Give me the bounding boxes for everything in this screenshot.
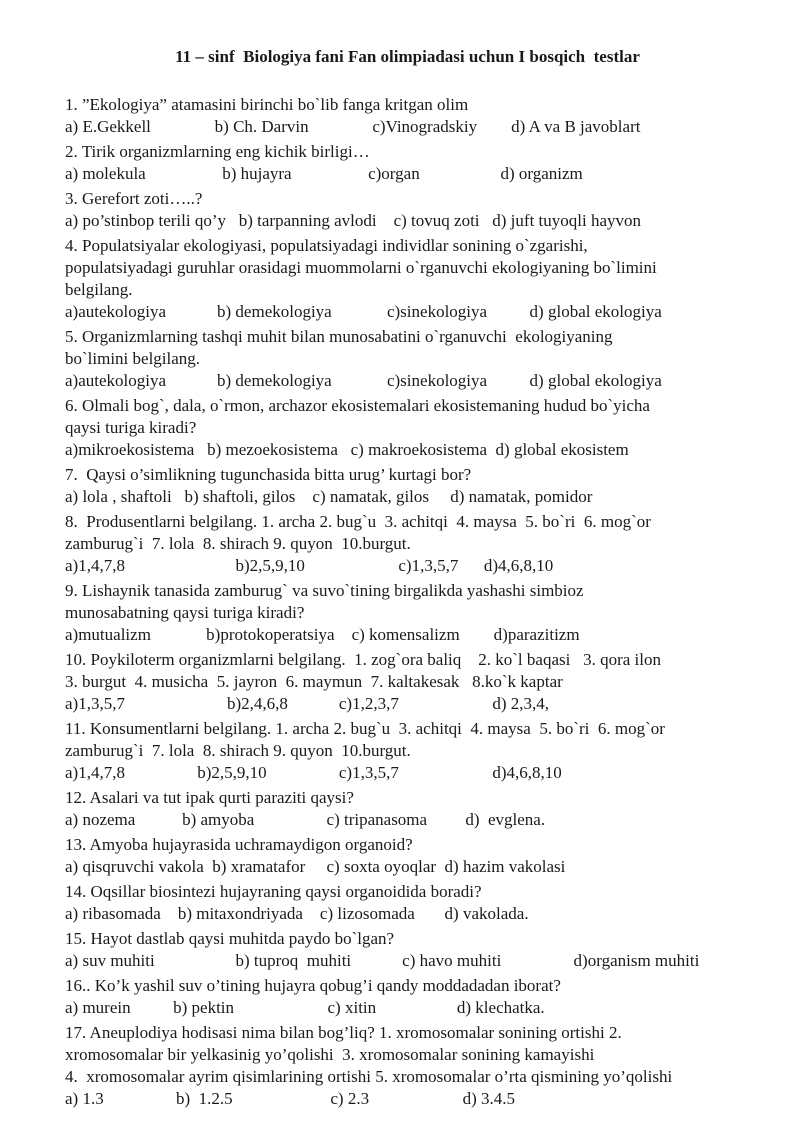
question-2-options-line: a) molekula b) hujayra c)organ d) organizm <box>65 164 583 183</box>
question-10 <box>65 649 760 715</box>
question-4-options-line: a)autekologiya b) demekologiya c)sinekologiya d) global ekologiya <box>65 302 662 321</box>
question-12 <box>65 787 760 831</box>
question-3-text-line-1: 3. Gerefort zoti…..? <box>65 189 203 208</box>
question-4-text-line-1: 4. Populatsiyalar ekologiyasi, populatsiyadagi individlar sonining o`zgarishi, <box>65 236 588 255</box>
question-12-text-line-1: 12. Asalari va tut ipak qurti paraziti qaysi? <box>65 788 354 807</box>
question-11-options-line: a)1,4,7,8 b)2,5,9,10 c)1,3,5,7 d)4,6,8,10 <box>65 763 562 782</box>
question-5-text-line-2: bo`limini belgilang. <box>65 349 201 368</box>
question-6-options-line: a)mikroekosistema b) mezoekosistema c) makroekosistema d) global ekosistem <box>65 440 629 459</box>
questions-container <box>65 94 760 1110</box>
question-17-text-line-1: 17. Aneuplodiya hodisasi nima bilan bog’liq? 1. xromosomalar sonining ortishi 2. <box>65 1023 622 1042</box>
question-2 <box>65 141 760 185</box>
question-17 <box>65 1022 760 1110</box>
question-4-text-line-2: populatsiyadagi guruhlar orasidagi muommolarni o`rganuvchi ekologiyaning bo`limini <box>65 258 657 277</box>
question-17-text-line-3: 4. xromosomalar ayrim qisimlarining ortishi 5. xromosomalar o’rta qismining yo’qolishi <box>65 1067 673 1086</box>
question-13-options-line: a) qisqruvchi vakola b) xramatafor c) soxta oyoqlar d) hazim vakolasi <box>65 857 566 876</box>
question-17-options-line: a) 1.3 b) 1.2.5 c) 2.3 d) 3.4.5 <box>65 1089 515 1108</box>
question-3 <box>65 188 760 232</box>
question-10-text-line-2: 3. burgut 4. musicha 5. jayron 6. maymun 7. kaltakesak 8.ko`k kaptar <box>65 672 563 691</box>
question-15-text-line-1: 15. Hayot dastlab qaysi muhitda paydo bo`lgan? <box>65 929 395 948</box>
question-2-text-line-1: 2. Tirik organizmlarning eng kichik birligi… <box>65 142 370 161</box>
question-14-options-line: a) ribasomada b) mitaxondriyada c) lizosomada d) vakolada. <box>65 904 529 923</box>
question-7 <box>65 464 760 508</box>
question-11-text-line-1: 11. Konsumentlarni belgilang. 1. archa 2. bug`u 3. achitqi 4. maysa 5. bo`ri 6. mog`or <box>65 719 665 738</box>
question-11 <box>65 718 760 784</box>
question-4 <box>65 235 760 323</box>
question-6-text-line-1: 6. Olmali bog`, dala, o`rmon, archazor ekosistemalari ekosistemaning hudud bo`yicha <box>65 396 650 415</box>
question-15 <box>65 928 760 972</box>
question-1-text-line-1: 1. ”Ekologiya” atamasini birinchi bo`lib fanga kritgan olim <box>65 95 469 114</box>
question-12-options-line: a) nozema b) amyoba c) tripanasoma d) evglena. <box>65 810 546 829</box>
question-9 <box>65 580 760 646</box>
question-9-options-line: a)mutualizm b)protokoperatsiya c) komensalizm d)parazitizm <box>65 625 580 644</box>
question-13 <box>65 834 760 878</box>
question-17-text-line-2: xromosomalar bir yelkasinig yo’qolishi 3. xromosomalar sonining kamayishi <box>65 1045 595 1064</box>
question-9-text-line-2: munosabatning qaysi turiga kiradi? <box>65 603 305 622</box>
question-10-text-line-1: 10. Poykiloterm organizmlarni belgilang. 1. zog`ora baliq 2. ko`l baqasi 3. qora ilon <box>65 650 661 669</box>
question-4-text-line-3: belgilang. <box>65 280 133 299</box>
question-16 <box>65 975 760 1019</box>
question-1 <box>65 94 760 138</box>
question-8 <box>65 511 760 577</box>
question-16-options-line: a) murein b) pektin c) xitin d) klechatka. <box>65 998 545 1017</box>
question-6-text-line-2: qaysi turiga kiradi? <box>65 418 197 437</box>
question-1-options-line: a) E.Gekkell b) Ch. Darvin c)Vinogradskiy d) A va B javoblart <box>65 117 641 136</box>
question-15-options-line: a) suv muhiti b) tuproq muhiti c) havo muhiti d)organism muhiti <box>65 951 700 970</box>
question-8-options-line: a)1,4,7,8 b)2,5,9,10 c)1,3,5,7 d)4,6,8,10 <box>65 556 554 575</box>
question-8-text-line-1: 8. Produsentlarni belgilang. 1. archa 2. bug`u 3. achitqi 4. maysa 5. bo`ri 6. mog`or <box>65 512 651 531</box>
question-13-text-line-1: 13. Amyoba hujayrasida uchramaydigon organoid? <box>65 835 413 854</box>
question-11-text-line-2: zamburug`i 7. lola 8. shirach 9. quyon 10.burgut. <box>65 741 411 760</box>
question-7-options-line: a) lola , shaftoli b) shaftoli, gilos c) namatak, gilos d) namatak, pomidor <box>65 487 593 506</box>
question-5-options-line: a)autekologiya b) demekologiya c)sinekologiya d) global ekologiya <box>65 371 662 390</box>
question-3-options-line: a) po’stinbop terili qo’y b) tarpanning avlodi c) tovuq zoti d) juft tuyoqli hayvon <box>65 211 642 230</box>
question-6 <box>65 395 760 461</box>
question-5 <box>65 326 760 392</box>
page-title: 11 – sinf Biologiya fani Fan olimpiadasi uchun I bosqich testlar <box>175 47 640 66</box>
question-5-text-line-1: 5. Organizmlarning tashqi muhit bilan munosabatini o`rganuvchi ekologiyaning <box>65 327 613 346</box>
question-9-text-line-1: 9. Lishaynik tanasida zamburug` va suvo`tining birgalikda yashashi simbioz <box>65 581 584 600</box>
question-8-text-line-2: zamburug`i 7. lola 8. shirach 9. quyon 10.burgut. <box>65 534 411 553</box>
question-14-text-line-1: 14. Oqsillar biosintezi hujayraning qaysi organoidida boradi? <box>65 882 482 901</box>
question-7-text-line-1: 7. Qaysi o’simlikning tugunchasida bitta urug’ kurtagi bor? <box>65 465 472 484</box>
question-10-options-line: a)1,3,5,7 b)2,4,6,8 c)1,2,3,7 d) 2,3,4, <box>65 694 549 713</box>
question-16-text-line-1: 16.. Ko’k yashil suv o’tining hujayra qobug’i qandy moddadadan iborat? <box>65 976 561 995</box>
question-14 <box>65 881 760 925</box>
